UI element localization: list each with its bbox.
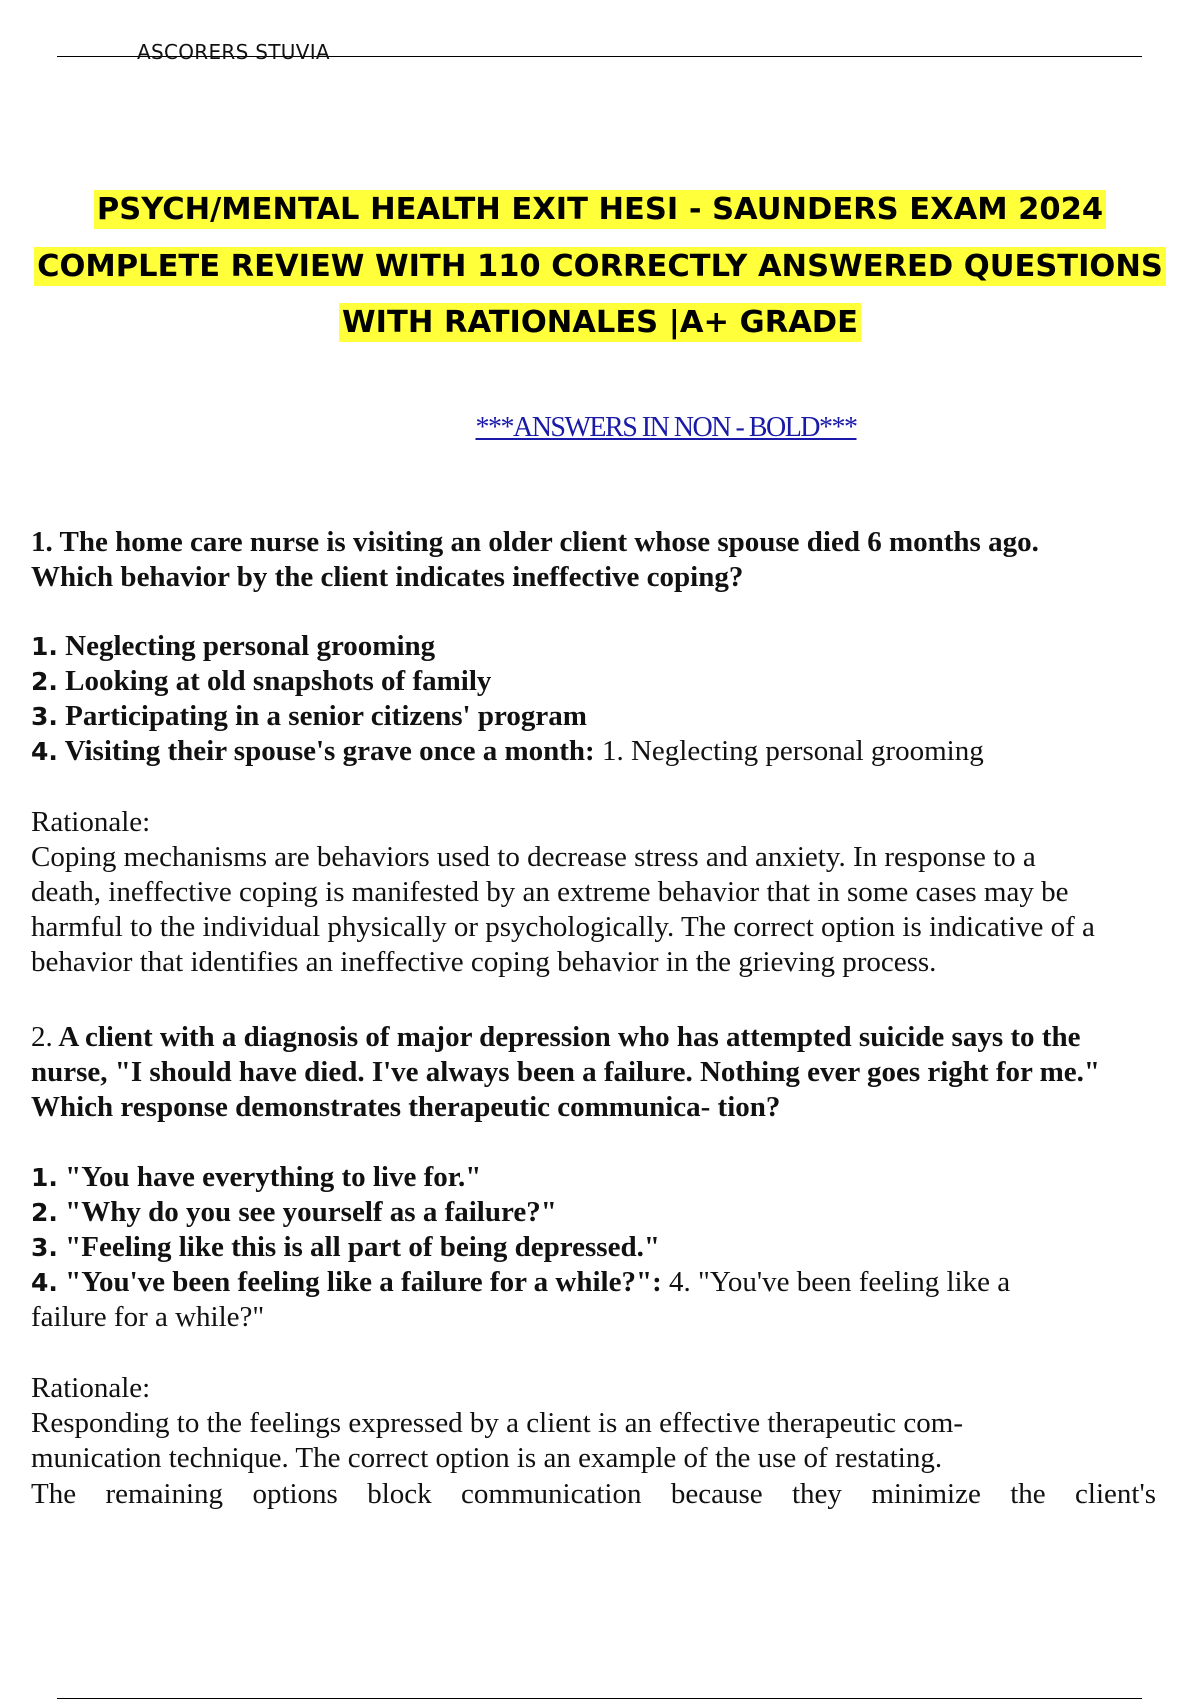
question-1-stem-line-1: 1. The home care nurse is visiting an older client whose spouse died 6 months ago. (31, 526, 1039, 558)
question-2-option-4: 4. "You've been feeling like a failure for a while?": 4. "You've been feeling like a (31, 1266, 1011, 1298)
question-1-option-3: 3. Participating in a senior citizens' program (31, 700, 587, 732)
question-1-option-2: 2. Looking at old snapshots of family (31, 665, 492, 697)
question-2-answer-continued: failure for a while?" (31, 1301, 265, 1333)
question-1-stem-line-2: Which behavior by the client indicates ineffective coping? (31, 561, 744, 593)
answers-note-link[interactable]: ***ANSWERS IN NON - BOLD*** (475, 412, 857, 443)
title-line-1: PSYCH/MENTAL HEALTH EXIT HESI - SAUNDERS EXAM 2024 (0, 182, 1200, 239)
question-2-rationale-label: Rationale: (31, 1372, 151, 1404)
question-1-rationale-line: harmful to the individual physically or psychologically. The correct option is indicative of a (31, 911, 1095, 943)
title-line-3: WITH RATIONALES |A+ GRADE (0, 295, 1200, 352)
question-1-rationale-label: Rationale: (31, 806, 151, 838)
question-2-answer: 4. "You've been feeling like a (661, 1266, 1011, 1298)
question-1-rationale-line: behavior that identifies an ineffective coping behavior in the grieving process. (31, 946, 937, 978)
question-2-option-2: 2. "Why do you see yourself as a failure?" (31, 1196, 557, 1228)
question-1-option-1: 1. Neglecting personal grooming (31, 630, 436, 662)
question-2-stem-line-1: 2. A client with a diagnosis of major depression who has attempted suicide says to the (31, 1021, 1081, 1053)
question-2-rationale-line: Responding to the feelings expressed by a client is an effective therapeutic com- (31, 1407, 963, 1439)
question-2-option-3: 3. "Feeling like this is all part of being depressed." (31, 1231, 660, 1263)
question-1-rationale-line: Coping mechanisms are behaviors used to decrease stress and anxiety. In response to a (31, 841, 1036, 873)
question-2-option-1: 1. "You have everything to live for." (31, 1161, 482, 1193)
question-2-stem-line-3: Which response demonstrates therapeutic communica- tion? (31, 1091, 781, 1123)
question-2-stem-line-2: nurse, "I should have died. I've always been a failure. Nothing ever goes right for me." (31, 1056, 1100, 1088)
footer-rule (57, 1698, 1142, 1699)
question-2-rationale-line: The remaining options block communication because they minimize the client's (31, 1478, 1156, 1510)
question-1-rationale-line: death, ineffective coping is manifested by an extreme behavior that in some cases may be (31, 876, 1069, 908)
question-2-rationale-line: munication technique. The correct option is an example of the use of restating. (31, 1442, 943, 1474)
question-1-answer: 1. Neglecting personal grooming (594, 735, 984, 767)
document-title (0, 182, 1200, 352)
header-watermark: ASCORERS STUVIA (137, 40, 330, 64)
question-1-option-4: 4. Visiting their spouse's grave once a month: 1. Neglecting personal grooming (31, 735, 984, 767)
title-line-2: COMPLETE REVIEW WITH 110 CORRECTLY ANSWERED QUESTIONS (0, 239, 1200, 296)
